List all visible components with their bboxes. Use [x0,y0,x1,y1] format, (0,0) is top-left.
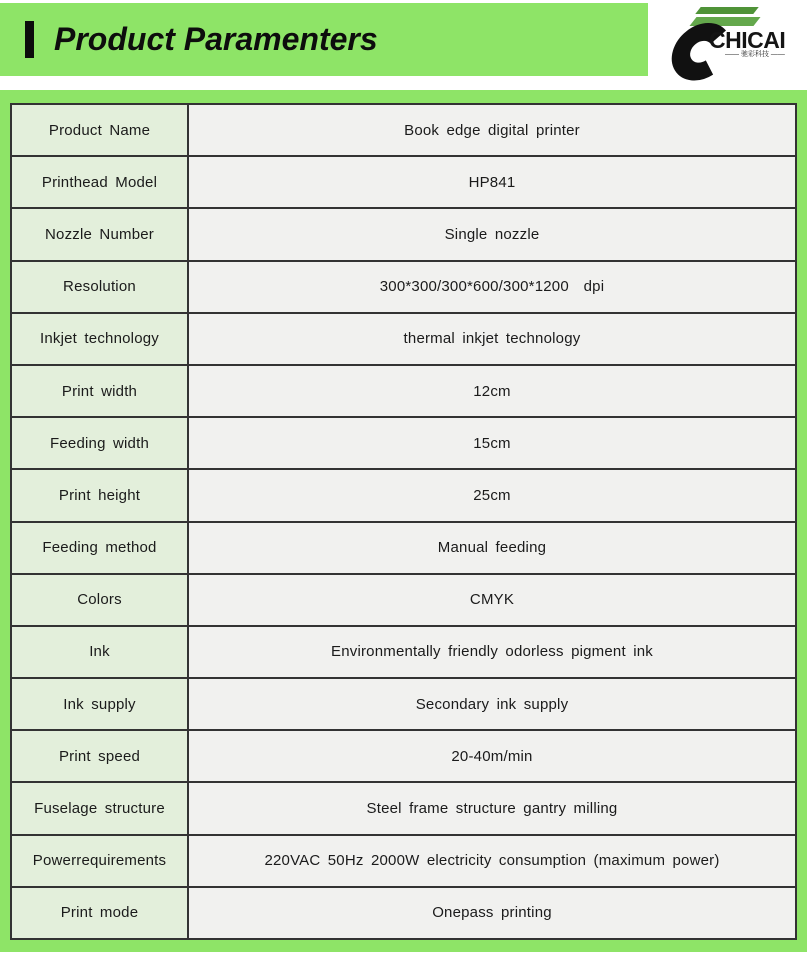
table-row [11,417,796,469]
param-name-cell: Printhead Model [11,156,188,208]
param-value-cell: Book edge digital printer [188,104,796,156]
param-value-cell: HP841 [188,156,796,208]
param-name-cell: Ink [11,626,188,678]
param-value-cell: Manual feeding [188,522,796,574]
param-value-cell: Steel frame structure gantry milling [188,782,796,834]
param-value-cell: Single nozzle [188,208,796,260]
table-row [11,887,796,939]
param-name-cell: Print height [11,469,188,521]
param-value-cell: thermal inkjet technology [188,313,796,365]
param-value-cell: 25cm [188,469,796,521]
spec-table [10,103,797,940]
table-row [11,730,796,782]
table-row [11,261,796,313]
table-row [11,156,796,208]
header-banner [0,3,648,76]
param-name-cell: Feeding width [11,417,188,469]
table-row [11,678,796,730]
table-row [11,574,796,626]
param-name-cell: Fuselage structure [11,782,188,834]
title-accent-bar [25,21,34,58]
param-value-cell: 12cm [188,365,796,417]
param-value-cell: 15cm [188,417,796,469]
param-value-cell: Secondary ink supply [188,678,796,730]
param-value-cell: 20-40m/min [188,730,796,782]
spec-sheet-background [0,90,807,952]
param-value-cell: Environmentally friendly odorless pigment ink [188,626,796,678]
param-value-cell: Onepass printing [188,887,796,939]
param-value-cell: 300*300/300*600/300*1200 dpi [188,261,796,313]
param-value-cell: CMYK [188,574,796,626]
param-name-cell: Colors [11,574,188,626]
param-name-cell: Resolution [11,261,188,313]
param-name-cell: Product Name [11,104,188,156]
table-row [11,469,796,521]
logo-stripe-icon [695,7,758,14]
table-row [11,782,796,834]
param-name-cell: Print speed [11,730,188,782]
spec-table-body [11,104,796,939]
table-row [11,313,796,365]
table-row [11,104,796,156]
table-row [11,522,796,574]
page-title: Product Paramenters [54,21,378,57]
param-value-cell: 220VAC 50Hz 2000W electricity consumption (maximum power) [188,835,796,887]
param-name-cell: Ink supply [11,678,188,730]
table-row [11,365,796,417]
table-row [11,208,796,260]
param-name-cell: Feeding method [11,522,188,574]
brand-logo [668,2,804,86]
param-name-cell: Powerrequirements [11,835,188,887]
param-name-cell: Nozzle Number [11,208,188,260]
table-row [11,626,796,678]
table-row [11,835,796,887]
brand-name: CHICAI [709,27,786,53]
brand-subtext: —— 驰彩科技 —— [725,51,785,58]
param-name-cell: Print width [11,365,188,417]
param-name-cell: Inkjet technology [11,313,188,365]
param-name-cell: Print mode [11,887,188,939]
